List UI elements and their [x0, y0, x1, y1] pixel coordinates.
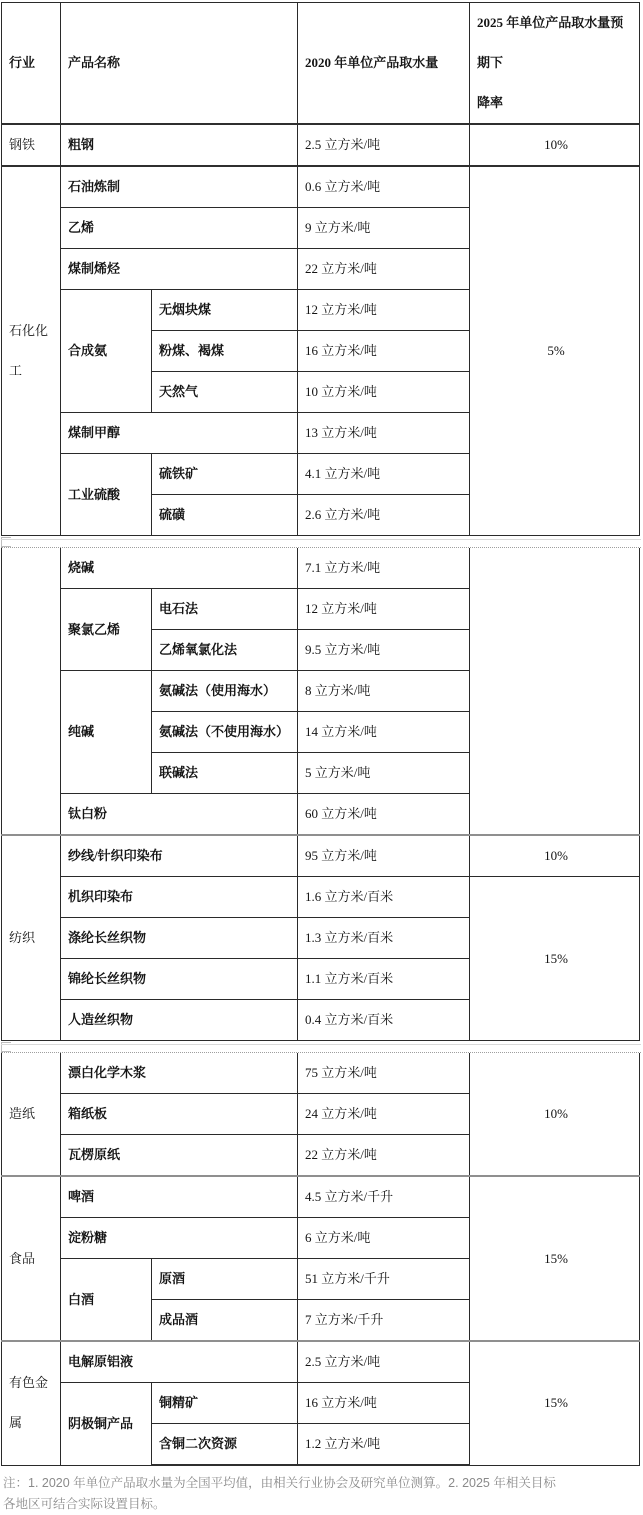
value-cell: 7.1 立方米/吨 [298, 548, 470, 589]
rate-cell: 10% [470, 835, 640, 877]
product-cell: 瓦楞原纸 [61, 1135, 298, 1177]
product-cell: 淀粉糖 [61, 1218, 298, 1259]
water-intake-table-segment-1 [1, 2, 640, 536]
value-cell: 1.3 立方米/百米 [298, 918, 470, 959]
water-intake-table-segment-3 [1, 1053, 640, 1466]
product-cell: 漂白化学木浆 [61, 1053, 298, 1094]
value-cell: 8 立方米/吨 [298, 671, 470, 712]
product-cell: 煤制烯烃 [61, 249, 298, 290]
value-cell: 6 立方米/吨 [298, 1218, 470, 1259]
product-cell: 纱线/针织印染布 [61, 835, 298, 877]
table-row [2, 835, 640, 877]
page-break [1, 1041, 641, 1053]
process-cell: 硫磺 [152, 495, 298, 536]
value-cell: 13 立方米/吨 [298, 413, 470, 454]
rate-cell: 10% [470, 1053, 640, 1176]
header-industry: 行业 [2, 3, 61, 125]
industry-cell: 纺织 [2, 835, 61, 1041]
table-header-row [2, 3, 640, 125]
process-cell: 氨碱法（不使用海水） [152, 712, 298, 753]
table-row [2, 166, 640, 208]
water-intake-table-segment-2 [1, 548, 640, 1041]
header-product-name: 产品名称 [61, 3, 298, 125]
product-cell: 电解原铝液 [61, 1341, 298, 1383]
product-cell: 乙烯 [61, 208, 298, 249]
product-group-cell: 白酒 [61, 1259, 152, 1342]
product-cell: 箱纸板 [61, 1094, 298, 1135]
product-cell: 钛白粉 [61, 794, 298, 836]
process-cell: 无烟块煤 [152, 290, 298, 331]
process-cell: 原酒 [152, 1259, 298, 1300]
process-cell: 天然气 [152, 372, 298, 413]
value-cell: 10 立方米/吨 [298, 372, 470, 413]
value-cell: 5 立方米/吨 [298, 753, 470, 794]
process-cell: 电石法 [152, 589, 298, 630]
value-cell: 16 立方米/吨 [298, 331, 470, 372]
product-group-cell: 工业硫酸 [61, 454, 152, 536]
value-cell: 1.1 立方米/百米 [298, 959, 470, 1000]
industry-cell: 钢铁 [2, 124, 61, 166]
value-cell: 0.4 立方米/百米 [298, 1000, 470, 1041]
value-cell: 4.5 立方米/千升 [298, 1176, 470, 1218]
value-cell: 9 立方米/吨 [298, 208, 470, 249]
table-row [2, 548, 640, 589]
product-cell: 粗钢 [61, 124, 298, 166]
process-cell: 氨碱法（使用海水） [152, 671, 298, 712]
process-cell: 含铜二次资源 [152, 1424, 298, 1466]
value-cell: 4.1 立方米/吨 [298, 454, 470, 495]
product-cell: 锦纶长丝织物 [61, 959, 298, 1000]
table-row [2, 124, 640, 166]
table-row [2, 1176, 640, 1218]
value-cell: 2.5 立方米/吨 [298, 124, 470, 166]
value-cell: 12 立方米/吨 [298, 589, 470, 630]
process-cell: 联碱法 [152, 753, 298, 794]
rate-cell: 15% [470, 877, 640, 1041]
value-cell: 7 立方米/千升 [298, 1300, 470, 1342]
industry-cell [2, 548, 61, 835]
product-cell: 石油炼制 [61, 166, 298, 208]
product-group-cell: 阴极铜产品 [61, 1383, 152, 1466]
table-row [2, 877, 640, 918]
rate-cell [470, 548, 640, 835]
rate-cell: 5% [470, 166, 640, 536]
table-row [2, 1341, 640, 1383]
rate-cell: 15% [470, 1176, 640, 1341]
product-cell: 机织印染布 [61, 877, 298, 918]
product-cell: 人造丝织物 [61, 1000, 298, 1041]
value-cell: 95 立方米/吨 [298, 835, 470, 877]
value-cell: 60 立方米/吨 [298, 794, 470, 836]
value-cell: 24 立方米/吨 [298, 1094, 470, 1135]
product-cell: 涤纶长丝织物 [61, 918, 298, 959]
product-group-cell: 纯碱 [61, 671, 152, 794]
process-cell: 硫铁矿 [152, 454, 298, 495]
product-group-cell: 合成氨 [61, 290, 152, 413]
rate-cell: 15% [470, 1341, 640, 1465]
process-cell: 粉煤、褐煤 [152, 331, 298, 372]
industry-cell: 造纸 [2, 1053, 61, 1176]
table-footnote [1, 1466, 640, 1515]
value-cell: 2.6 立方米/吨 [298, 495, 470, 536]
value-cell: 14 立方米/吨 [298, 712, 470, 753]
product-cell: 烧碱 [61, 548, 298, 589]
value-cell: 0.6 立方米/吨 [298, 166, 470, 208]
product-cell: 煤制甲醇 [61, 413, 298, 454]
value-cell: 12 立方米/吨 [298, 290, 470, 331]
value-cell: 1.2 立方米/吨 [298, 1424, 470, 1466]
process-cell: 铜精矿 [152, 1383, 298, 1424]
value-cell: 22 立方米/吨 [298, 1135, 470, 1177]
value-cell: 9.5 立方米/吨 [298, 630, 470, 671]
header-2025-reduction-rate: 2025 年单位产品取水量预期下 降率 [470, 3, 640, 125]
value-cell: 75 立方米/吨 [298, 1053, 470, 1094]
product-cell: 啤酒 [61, 1176, 298, 1218]
process-cell: 乙烯氧氯化法 [152, 630, 298, 671]
footnote-line-1: 注：1. 2020 年单位产品取水量为全国平均值，由相关行业协会及研究单位测算。2. 2025 年相关目标 [3, 1476, 556, 1490]
value-cell: 16 立方米/吨 [298, 1383, 470, 1424]
page-break [1, 536, 641, 548]
industry-cell: 食品 [2, 1176, 61, 1341]
value-cell: 51 立方米/千升 [298, 1259, 470, 1300]
rate-cell: 10% [470, 124, 640, 166]
value-cell: 2.5 立方米/吨 [298, 1341, 470, 1383]
footnote-line-2: 各地区可结合实际设置目标。 [3, 1497, 166, 1511]
product-group-cell: 聚氯乙烯 [61, 589, 152, 671]
industry-cell: 有色金属 [2, 1341, 61, 1465]
process-cell: 成品酒 [152, 1300, 298, 1342]
table-row [2, 1053, 640, 1094]
value-cell: 22 立方米/吨 [298, 249, 470, 290]
industry-cell: 石化化工 [2, 166, 61, 536]
header-2020-water-intake: 2020 年单位产品取水量 [298, 3, 470, 125]
value-cell: 1.6 立方米/百米 [298, 877, 470, 918]
